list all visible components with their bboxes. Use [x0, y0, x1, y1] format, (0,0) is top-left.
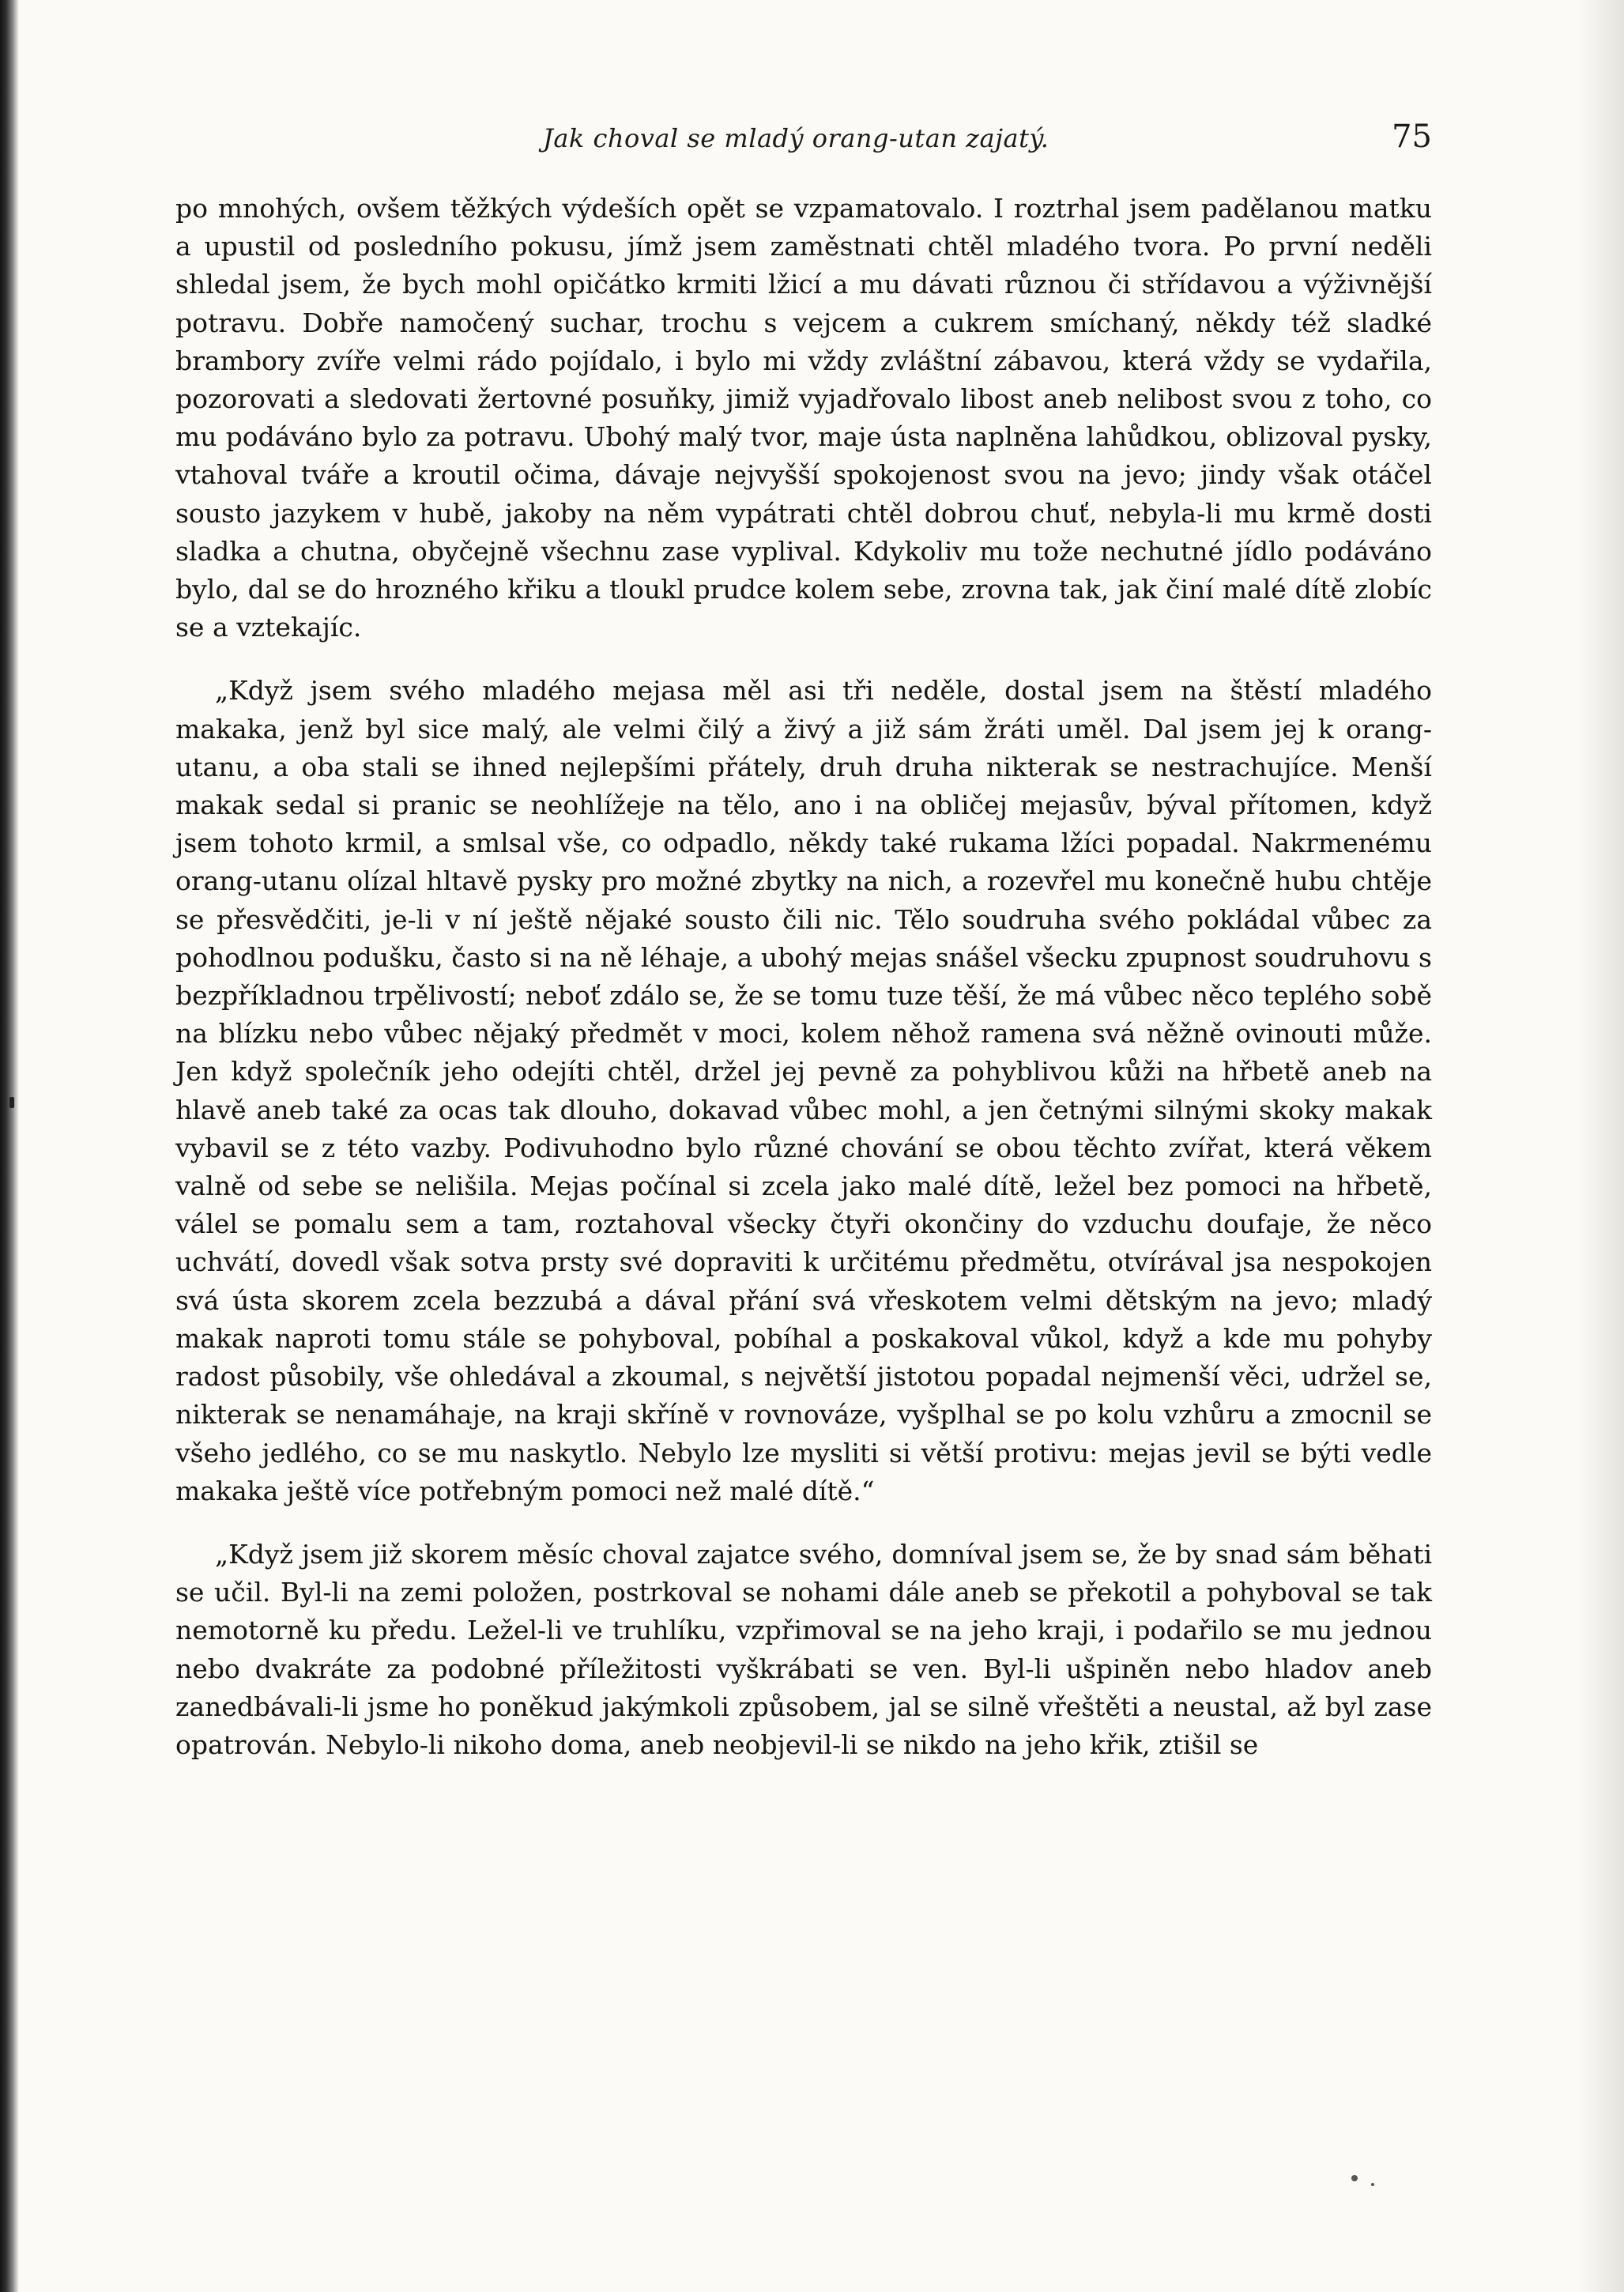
ink-speck — [9, 1097, 14, 1108]
binding-edge — [0, 0, 19, 2292]
page-number: 75 — [1392, 119, 1432, 155]
paragraph-3: „Když jsem již skorem měsíc choval zajatce svého, domníval jsem se, že by snad sám běhati se učil. Byl-li na zemi položen, postrkoval se nohami dále aneb se překotil a pohyboval se tak nemotorně ku předu. Ležel-li ve truhlíku, vzpřimoval se na jeho kraji, i podařilo se mu jednou nebo dvakráte za podobné příležitosti vyškrábati se ven. Byl-li ušpiněn nebo hladov aneb zanedbávali-li jsme ho poněkud jakýmkoli způsobem, jal se silně vřeštěti a neustal, až byl zase opatrován. Nebylo-li nikoho doma, aneb neobjevil-li se nikdo na jeho křik, ztišil se — [175, 1538, 1432, 1760]
page-header — [175, 119, 1432, 166]
ink-speck — [1351, 2175, 1358, 2181]
ink-speck — [1371, 2183, 1374, 2186]
paragraph-1: po mnohých, ovšem těžkých výdeších opět se vzpamatovalo. I roztrhal jsem padělanou matku a upustil od posledního pokusu, jímž jsem zaměstnati chtěl mladého tvora. Po první neděli shledal jsem, že bych mohl opičátko krmiti lžicí a mu dávati různou či střídavou a výživnější potravu. Dobře namočený suchar, trochu s vejcem a cukrem smíchaný, někdy též sladké brambory zvíře velmi rádo pojídalo, i bylo mi vždy zvláštní zábavou, která vždy se vydařila, pozorovati a sledovati žertovné posuňky, jimiž vyjadřovalo libost aneb nelibost svou z toho, co mu podáváno bylo za potravu. Ubohý malý tvor, maje ústa naplněna lahůdkou, oblizoval pysky, vtahoval tváře a kroutil očima, dávaje nejvyšší spokojenost svou na jevo; jindy však otáčel sousto jazykem v hubě, jakoby na něm vypátrati chtěl dobrou chuť, nebyla-li mu krmě dosti sladka a chutna, obyčejně všechnu zase vyplival. Kdykoliv mu tože nechutné jídlo podáváno bylo, dal se do hrozného křiku a tloukl prudce kolem sebe, zrovna tak, jak činí malé dítě zlobíc se a vztekajíc. — [175, 193, 1432, 643]
paragraph-2: „Když jsem svého mladého mejasa měl asi tři neděle, dostal jsem na štěstí mladého makaka, jenž byl sice malý, ale velmi čilý a živý a již sám žráti uměl. Dal jsem jej k orang-utanu, a oba stali se ihned nejlepšími přátely, druh druha nikterak se nestrachujíce. Menší makak sedal si pranic se neohlížeje na tělo, ano i na obličej mejasův, býval přítomen, když jsem tohoto krmil, a smlsal vše, co odpadlo, někdy také rukama lžíci popadal. Nakrmenému orang-utanu olízal hltavě pysky pro možné zbytky na nich, a rozevřel mu konečně hubu chtěje se přesvědčiti, je-li v ní ještě nějaké sousto čili nic. Tělo soudruha svého pokládal vůbec za pohodlnou podušku, často si na ně léhaje, a ubohý mejas snášel všecku zpupnost soudruhovu s bezpříkladnou trpělivostí; neboť zdálo se, že se tomu tuze těší, že má vůbec něco teplého sobě na blízku nebo vůbec nějaký předmět v moci, kolem něhož ramena svá něžně ovinouti může. Jen když společník jeho odejíti chtěl, držel jej pevně za pohyblivou kůži na hřbetě aneb na hlavě aneb také za ocas tak dlouho, dokavad vůbec mohl, a jen četnými silnými skoky makak vybavil se z této vazby. Podivuhodno bylo různé chování se obou těchto zvířat, která věkem valně od sebe se nelišila. Mejas počínal si zcela jako malé dítě, ležel bez pomoci na hřbetě, válel se pomalu sem a tam, roztahoval všecky čtyři okončiny do vzduchu doufaje, že něco uchvátí, dovedl však sotva prsty své dopraviti k určitému předmětu, otvírával jsa nespokojen svá ústa skorem zcela bezzubá a dával přání svá vřeskotem velmi dětským na jevo; mladý makak naproti tomu stále se pohyboval, pobíhal a poskakoval vůkol, když a kde mu pohyby radost působily, vše ohledával a zkoumal, s největší jistotou popadal nejmenší věci, udržel se, nikterak se nenamáhaje, na kraji skříně v rovnováze, vyšplhal se po kolu vzhůru a zmocnil se všeho jedlého, co se mu naskytlo. Nebylo lze mysliti si větší protivu: mejas jevil se býti vedle makaka ještě více potřebným pomoci než malé dítě.“ — [175, 675, 1432, 1506]
body-text — [175, 190, 1432, 1789]
page-edge-shading — [1577, 0, 1624, 2292]
running-title: Jak choval se mladý orang-utan zajatý. — [543, 123, 1049, 153]
